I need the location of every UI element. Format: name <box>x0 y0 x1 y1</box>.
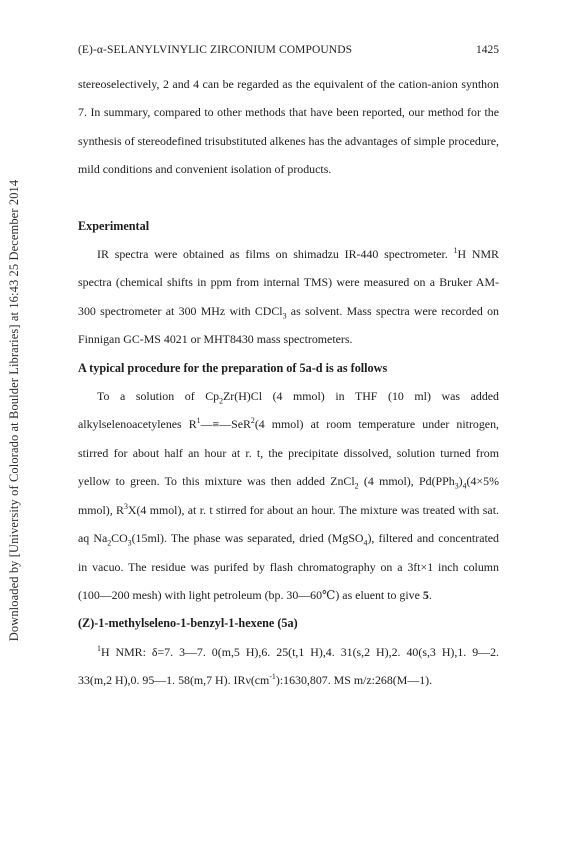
proc-sub-4: 4 <box>462 481 467 491</box>
ir-unit-sup: -1 <box>269 672 276 682</box>
proc-text-3: —≡—SeR <box>200 417 251 432</box>
proc-sup-2: 2 <box>250 416 255 426</box>
ir-sub: 3 <box>282 311 287 321</box>
proc-sub-1: 2 <box>219 396 224 406</box>
download-watermark <box>4 150 26 670</box>
proc-sub-3: 3 <box>454 481 459 491</box>
proc-sub-7: 4 <box>363 538 368 548</box>
procedure-paragraph <box>78 382 499 609</box>
ir-text-c: as solvent. Mass spectra were recorded on Finnigan GC-MS 4021 or MHT8430 mass spectrometers. <box>78 303 499 347</box>
proc-sub-2: 2 <box>354 481 359 491</box>
proc-text-6: ) <box>458 474 463 489</box>
proc-sub-6: 3 <box>127 538 132 548</box>
ms-text: ):1630,807. MS m/z:268(M—1). <box>275 673 433 688</box>
intro-paragraph: stereoselectively, 2 and 4 can be regarded as the equivalent of the cation-anion synthon 7. In summary, compared to other methods that have been reported, our method for the synthesis of stereodefined trisubstituted alkenes has the advantages of simple procedure, mild conditions and convenient isolation of products. <box>78 77 499 177</box>
nmr-text: H NMR: δ=7. 3—7. 0(m,5 H),6. 25(t,1 H),4. 31(s,2 H),2. 40(s,3 H),1. 9—2. 33(m,2 H),0. 95—1. 58(m,7 H). IRν(cm <box>78 644 499 688</box>
proc-bold-compound: 5 <box>422 587 429 602</box>
compound-data-paragraph <box>78 638 499 695</box>
proc-text-5: (4 mmol), Pd(PPh <box>358 474 455 489</box>
page-number: 1425 <box>476 44 499 56</box>
ir-text-a: IR spectra were obtained as films on shimadzu IR-440 spectrometer. <box>97 247 454 262</box>
proc-text-1: To a solution of Cp <box>97 389 220 404</box>
ir-text-b: H NMR spectra (chemical shifts in ppm from internal TMS) were measured on a Bruker AM-300 spectrometer at 300 MHz with CDCl <box>78 247 499 318</box>
proc-text-10: (15ml). The phase was separated, dried (MgSO <box>131 531 364 546</box>
proc-text-2: Zr(H)Cl (4 mmol) in THF (10 ml) was added alkylselenoacetylenes R <box>78 389 499 432</box>
experimental-heading: Experimental <box>78 218 150 233</box>
instrumentation-paragraph <box>78 240 499 354</box>
proc-text-8: X(4 mmol), at r. t stirred for about an hour. The mixture was treated with sat. aq Na <box>78 502 499 546</box>
running-title: (E)-α-SELANYLVINYLIC ZIRCONIUM COMPOUNDS <box>78 44 353 56</box>
proc-sup-1: 1 <box>196 416 201 426</box>
proc-text-7: (4×5% mmol), R <box>78 474 499 517</box>
proc-text-9: CO <box>111 531 128 546</box>
page-body <box>78 70 499 695</box>
compound-heading: (Z)-1-methylseleno-1-benzyl-1-hexene (5a) <box>78 616 298 631</box>
procedure-heading: A typical procedure for the preparation of 5a-d is as follows <box>78 360 388 375</box>
proc-sub-5: 2 <box>107 538 112 548</box>
proc-text-11: ), filtered and concentrated in vacuo. The residue was purifed by flash chromatography on a 3ft×1 inch column (100—200 mesh) with light petroleum (bp. 30—60℃) as eluent to give <box>78 531 499 602</box>
page-header <box>78 44 499 60</box>
proc-text-12: . <box>428 587 432 602</box>
proc-sup-3: 3 <box>123 501 128 511</box>
nmr-sup: 1 <box>97 643 101 653</box>
ir-sup: 1 <box>453 246 458 256</box>
proc-text-4: (4 mmol) at room temperature under nitrogen, stirred for about half an hour at r. t, the precipitate dissolved, solution turned from yellow to green. To this mixture was then added ZnCl <box>78 417 499 489</box>
download-note: Downloaded by [University of Colorado at Boulder Libraries] at 16:43 25 December 2014 <box>7 179 22 641</box>
